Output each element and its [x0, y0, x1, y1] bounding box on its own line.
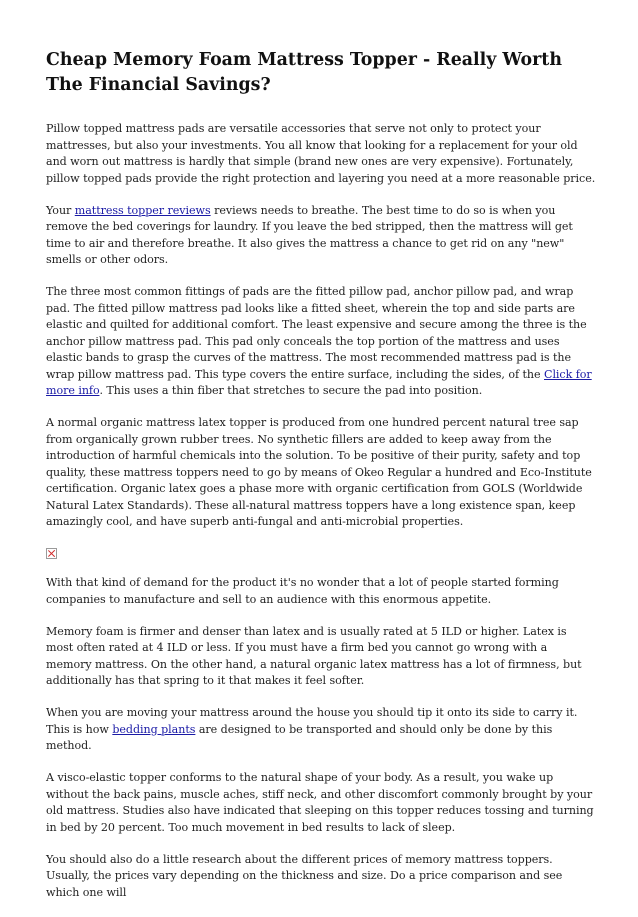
text-segment: When you are moving your mattress around the house you should tip it onto its side to carry it. This is how: [46, 706, 578, 736]
text-segment: are designed to be transported and should only be done by this method.: [46, 722, 553, 752]
paragraph-demand: With that kind of demand for the product it's no wonder that a lot of people started forming companies to manufacture and sell to an audience with this enormous appetite.: [46, 576, 559, 606]
bedding-plants-link[interactable]: bedding plants: [112, 722, 196, 736]
text-segment: . This uses a thin fiber that stretches to secure the pad into position.: [99, 384, 483, 397]
paragraph-organic-latex: A normal organic mattress latex topper is produced from one hundred percent natural tree sap from organically grown rubber trees. No synthetic fillers are added to keep away from the introduction of harmful chemicals into the solution. To be positive of their purity, safety and top quality, these mattress toppers need to go by means of Okeo Regular a hundred and Eco-Institute certification. Organic latex goes a phase more with organic certification from GOLS (Worldwide Natural Latex Standards). These all-natural mattress toppers have a long existence span, keep amazingly cool, and have superb anti-fungal and anti-microbial properties.: [46, 416, 592, 528]
paragraph-moving: [46, 705, 596, 755]
paragraph-visco-elastic: A visco-elastic topper conforms to the natural shape of your body. As a result, you wake up without the back pains, muscle aches, stiff neck, and other discomfort commonly brought by your old mattress. Studies also have indicated that sleeping on this topper reduces tossing and turning in bed by 20 percent. Too much movement in bed results to lack of sleep.: [46, 771, 594, 834]
paragraph-intro: Pillow topped mattress pads are versatile accessories that serve not only to protect your mattresses, but also your investments. You all know that looking for a replacement for your old and worn out mattress is hardly that simple (brand new ones are very expensive). Fortunately, pillow topped pads provide the right protection and layering you need at a more reasonable price.: [46, 122, 596, 185]
mattress-topper-reviews-link[interactable]: mattress topper reviews: [74, 203, 211, 217]
document-page: [46, 48, 596, 917]
text-segment: The three most common fittings of pads are the fitted pillow pad, anchor pillow pad, and wrap pad. The fitted pillow mattress pad looks like a fitted sheet, wherein the top and side parts are elastic and quilted for additional comfort. The least expensive and secure among the three is the anchor pillow mattress pad. This pad only conceals the top portion of the mattress and uses elastic bands to grasp the curves of the mattress. The most recommended mattress pad is the wrap pillow mattress pad. This type covers the entire surface, including the sides, of the: [46, 285, 587, 381]
paragraph-prices: You should also do a little research about the different prices of memory mattress toppers. Usually, the prices vary depending on the thickness and size. Do a price comparison and see which one will: [46, 852, 563, 899]
paragraph-memory-foam: Memory foam is firmer and denser than latex and is usually rated at 5 ILD or higher. Latex is most often rated at 4 ILD or less. If you must have a firm bed you cannot go wrong with a memory mattress. On the other hand, a natural organic latex mattress has a lot of firmness, but additionally has that spring to it that makes it feel softer.: [46, 624, 582, 687]
click-for-more-info-link[interactable]: Click for more info: [46, 367, 592, 397]
broken-image-icon: [46, 548, 57, 559]
page-title: Cheap Memory Foam Mattress Topper - Really Worth The Financial Savings?: [46, 50, 562, 95]
paragraph-breathe: [46, 203, 596, 269]
paragraph-fittings: [46, 284, 596, 400]
text-segment: reviews needs to breathe. The best time to do so is when you remove the bed coverings for laundry. If you leave the bed stripped, then the mattress will get time to air and therefore breathe. It also gives the mattress a chance to get rid on any "new" smells or other odors.: [46, 203, 573, 266]
inline-image-placeholder: [46, 546, 596, 575]
text-segment: Your: [46, 203, 75, 217]
